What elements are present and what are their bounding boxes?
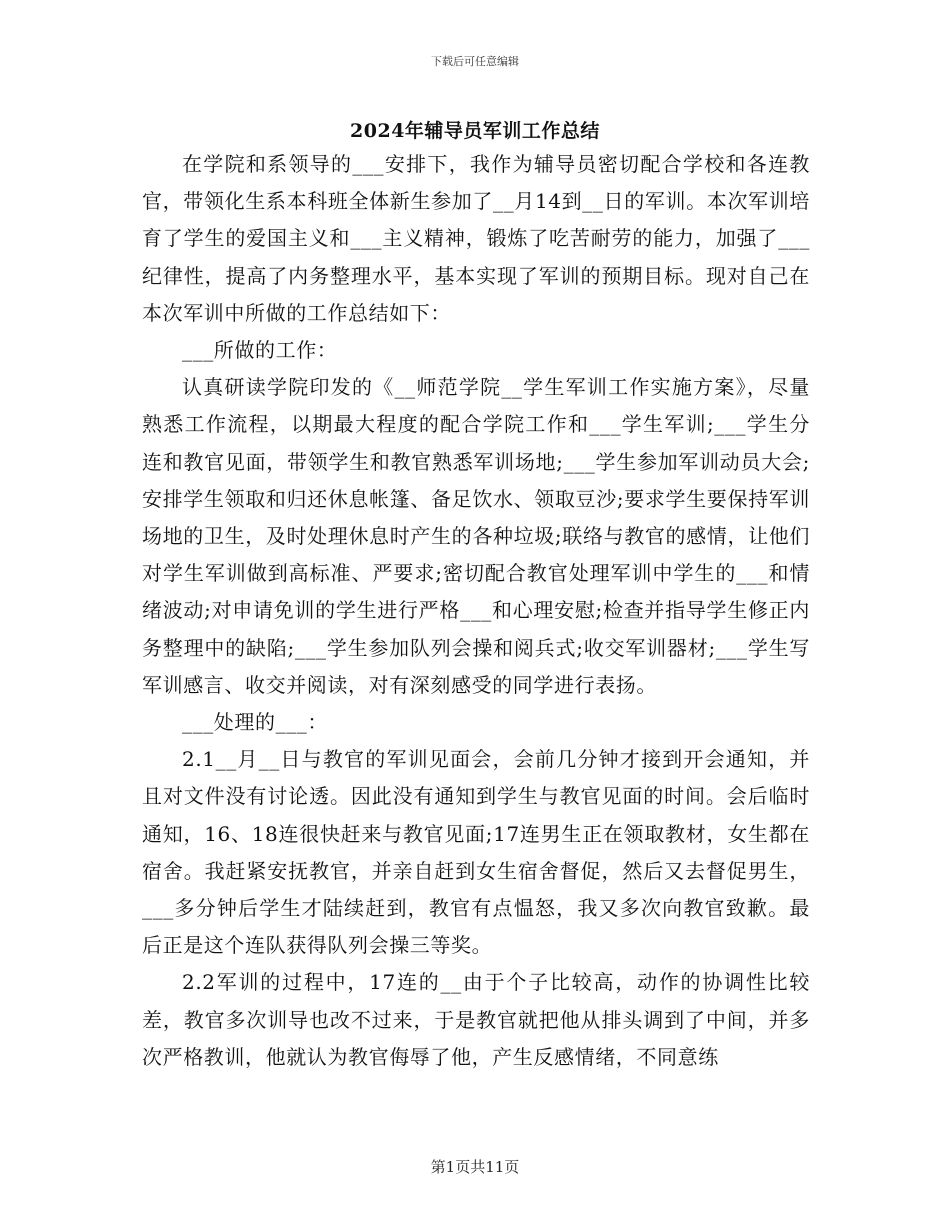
- document-title: 2024年辅导员军训工作总结: [350, 120, 600, 142]
- paragraph: 2.1__月__日与教官的军训见面会，会前几分钟才接到开会通知，并且对文件没有讨论透。因此没有通知到学生与教官见面的时间。会后临时通知，16、18连很快赶来与教官见面;17连男生正在领取教材，女生都在宿舍。我赶紧安抚教官，并亲自赶到女生宿舍督促，然后又去督促男生，___多分钟后学生才陆续赶到，教官有点愠怒，我又多次向教官致歉。最后正是这个连队获得队列会操三等奖。: [142, 747, 810, 958]
- document-body: [142, 146, 810, 1076]
- page-number: 第1页共11页: [430, 1158, 520, 1176]
- paragraph: 认真研读学院印发的《__师范学院__学生军训工作实施方案》，尽量熟悉工作流程，以期最大程度的配合学院工作和___学生军训;___学生分连和教官见面，带领学生和教官熟悉军训场地;___学生参加军训动员大会;安排学生领取和归还休息帐篷、备足饮水、领取豆沙;要求学生要保持军训场地的卫生，及时处理休息时产生的各种垃圾;联络与教官的感情，让他们对学生军训做到高标准、严要求;密切配合教官处理军训中学生的___和情绪波动;对申请免训的学生进行严格___和心理安慰;检查并指导学生修正内务整理中的缺陷;___学生参加队列会操和阅兵式;收交军训器材;___学生写军训感言、收交并阅读，对有深刻感受的同学进行表扬。: [142, 375, 810, 697]
- paragraph: 在学院和系领导的___安排下，我作为辅导员密切配合学校和各连教官，带领化生系本科班全体新生参加了__月14到__日的军训。本次军训培育了学生的爱国主义和___主义精神，锻炼了吃苦耐劳的能力，加强了___纪律性，提高了内务整理水平，基本实现了军训的预期目标。现对自己在本次军训中所做的工作总结如下：: [142, 152, 810, 325]
- header-note: 下载后可任意编辑: [431, 55, 519, 68]
- paragraph: ___处理的___：: [182, 710, 328, 735]
- paragraph: 2.2军训的过程中，17连的__由于个子比较高，动作的协调性比较差，教官多次训导也改不过来，于是教官就把他从排头调到了中间，并多次严格教训，他就认为教官侮辱了他，产生反感情绪，不同意练: [142, 970, 810, 1069]
- paragraph: ___所做的工作：: [182, 338, 338, 363]
